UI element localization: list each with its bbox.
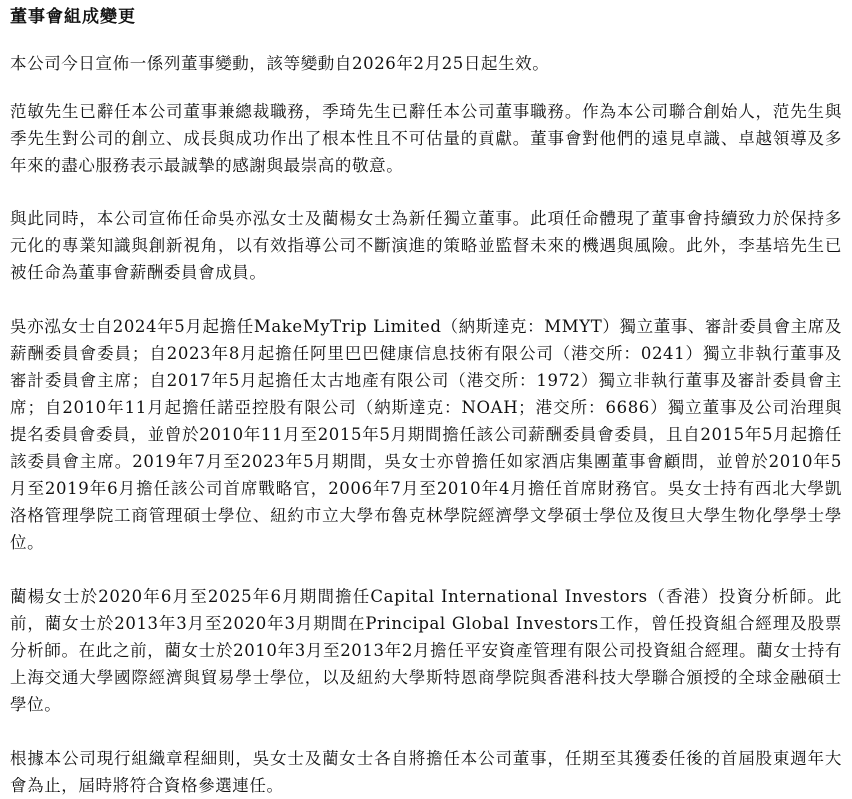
paragraph-director-bio-1: 吳亦泓女士自2024年5月起擔任MakeMyTrip Limited（納斯達克：MMYT）獨立董事、審計委員會主席及薪酬委員會委員；自2023年8月起擔任阿里巴巴健康信息技術有限公司（港交所：0241）獨立非執行董事及審計委員會主席；自2017年5月起擔任太古地產有限公司（港交所：1972）獨立非執行董事及審計委員會主席；自2010年11月起擔任諾亞控股有限公司（納斯達克：NOAH；港交所：6686）獨立董事及公司治理與提名委員會委員，並曾於2010年11月至2015年5月期間擔任該公司薪酬委員會委員，且自2015年5月起擔任該委員會主席。2019年7月至2023年5月期間，吳女士亦曾擔任如家酒店集團董事會顧問，並曾於2010年5月至2019年6月擔任該公司首席戰略官，2006年7月至2010年4月擔任首席財務官。吳女士持有西北大學凱洛格管理學院工商管理碩士學位、紐約市立大學布魯克林學院經濟學文學碩士學位及復旦大學生物化學學士學位。 xyxy=(10,317,842,552)
paragraph-resignations: 范敏先生已辭任本公司董事兼總裁職務，季琦先生已辭任本公司董事職務。作為本公司聯合創始人，范先生與季先生對公司的創立、成長與成功作出了根本性且不可估量的貢獻。董事會對他們的遠見卓識、卓越領導及多年來的盡心服務表示最誠摯的感謝與最崇高的敬意。 xyxy=(10,102,842,175)
section-title: 董事會組成變更 xyxy=(10,7,136,27)
document-page xyxy=(10,0,842,799)
paragraph-effective-date: 本公司今日宣佈一係列董事變動，該等變動自2026年2月25日起生效。 xyxy=(10,54,550,73)
paragraph-appointments: 與此同時，本公司宣佈任命吳亦泓女士及藺楊女士為新任獨立董事。此項任命體現了董事會持續致力於保持多元化的專業知識與創新視角，以有效指導公司不斷演進的策略並監督未來的機遇與風險。此外，李基培先生已被任命為董事會薪酬委員會成員。 xyxy=(10,209,842,282)
paragraph-director-bio-2: 藺楊女士於2020年6月至2025年6月期間擔任Capital International Investors（香港）投資分析師。此前，藺女士於2013年3月至2020年3月期間在Principal Global Investors工作，曾任投資組合經理及股票分析師。在此之前，藺女士於2010年3月至2013年2月擔任平安資產管理有限公司投資組合經理。藺女士持有上海交通大學國際經濟與貿易學士學位，以及紐約大學斯特恩商學院與香港科技大學聯合頒授的全球金融碩士學位。 xyxy=(10,587,842,714)
paragraph-term-of-office: 根據本公司現行組織章程細則，吳女士及藺女士各自將擔任本公司董事，任期至其獲委任後的首屆股東週年大會為止，屆時將符合資格參選連任。 xyxy=(10,749,842,795)
